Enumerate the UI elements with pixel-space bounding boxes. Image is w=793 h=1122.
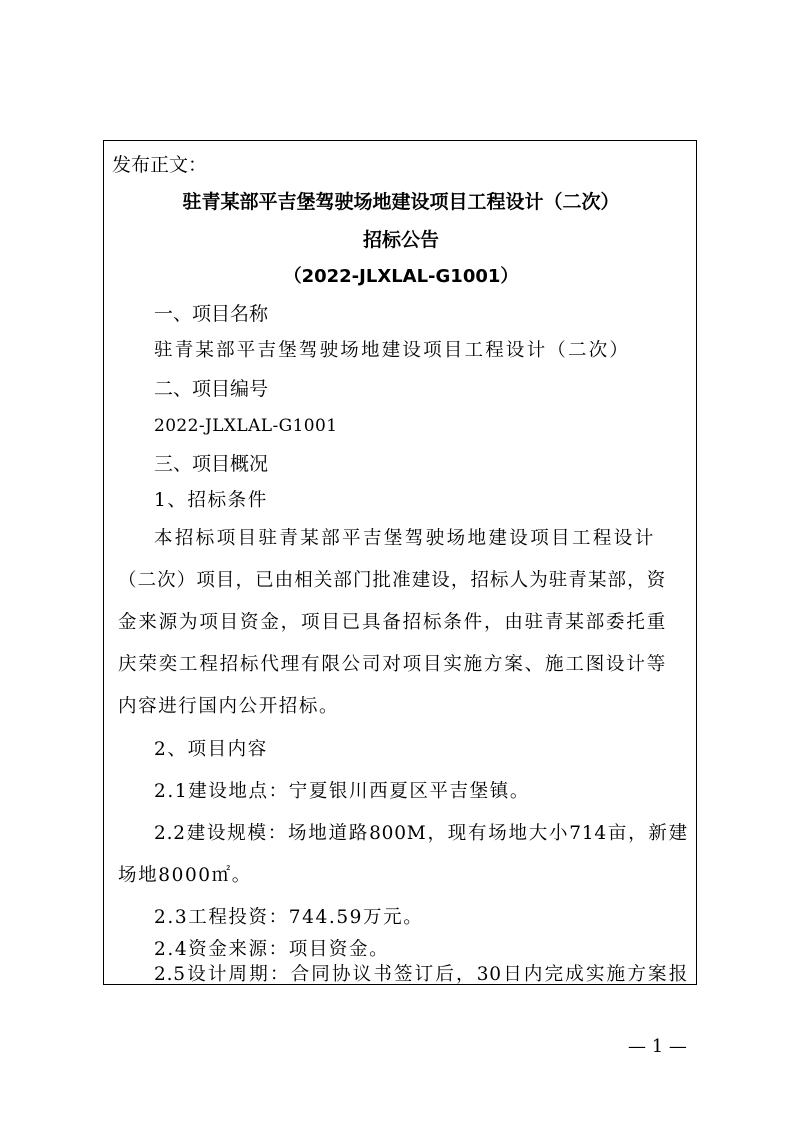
item-2-1: 2.1建设地点：宁夏银川西夏区平吉堡镇。 bbox=[154, 781, 530, 802]
item-2-4: 2.4资金来源：项目资金。 bbox=[154, 939, 390, 960]
section-1-heading: 一、项目名称 bbox=[154, 303, 269, 325]
page-number: — 1 — bbox=[628, 1036, 687, 1057]
title-line-1: 驻青某部平吉堡驾驶场地建设项目工程设计（二次） bbox=[182, 191, 620, 213]
paragraph-1-line-1: 本招标项目驻青某部平吉堡驾驶场地建设项目工程设计 bbox=[154, 528, 656, 549]
document-frame bbox=[103, 140, 697, 985]
publish-label: 发布正文： bbox=[112, 154, 208, 176]
section-2-text: 2022-JLXLAL-G1001 bbox=[154, 416, 338, 436]
title-code: （2022-JLXLAL-G1001） bbox=[283, 266, 519, 287]
item-2-5: 2.5设计周期：合同协议书签订后，30日内完成实施方案报 bbox=[154, 964, 688, 985]
title-line-2: 招标公告 bbox=[362, 229, 439, 251]
paragraph-1-line-2: （二次）项目，已由相关部门批准建设，招标人为驻青某部，资 bbox=[118, 570, 666, 591]
subsection-1-heading: 1、招标条件 bbox=[154, 490, 268, 511]
section-1-text: 驻青某部平吉堡驾驶场地建设项目工程设计（二次） bbox=[154, 340, 631, 361]
paragraph-1-line-3: 金来源为项目资金，项目已具备招标条件，由驻青某部委托重 bbox=[118, 612, 666, 633]
paragraph-1-line-4: 庆荣奕工程招标代理有限公司对项目实施方案、施工图设计等 bbox=[118, 654, 666, 675]
paragraph-1-line-5: 内容进行国内公开招标。 bbox=[118, 696, 340, 717]
section-2-heading: 二、项目编号 bbox=[154, 378, 269, 400]
item-2-2-line-2: 场地8000㎡。 bbox=[118, 865, 252, 886]
item-2-3: 2.3工程投资：744.59万元。 bbox=[154, 907, 424, 928]
item-2-2-line-1: 2.2建设规模：场地道路800M，现有场地大小714亩，新建 bbox=[154, 823, 688, 844]
section-3-heading: 三、项目概况 bbox=[154, 453, 269, 475]
subsection-2-heading: 2、项目内容 bbox=[154, 739, 268, 760]
